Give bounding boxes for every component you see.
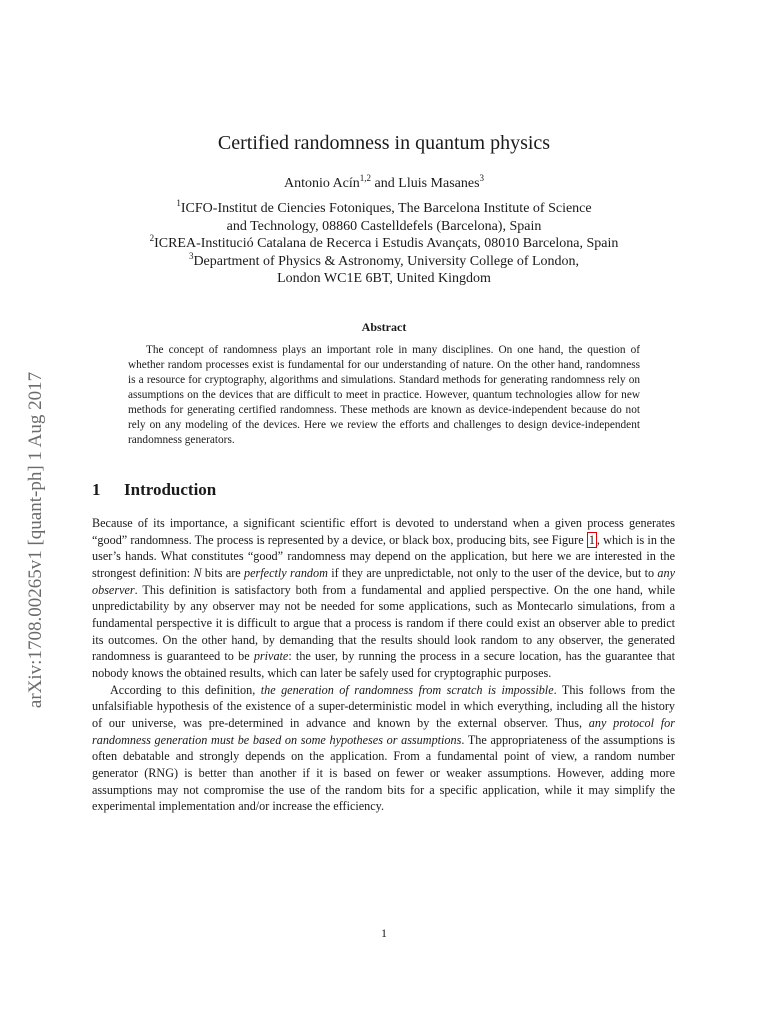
- affiliation-text: Department of Physics & Astronomy, University College of London,: [193, 253, 580, 269]
- author-name: Lluis Masanes: [398, 176, 480, 191]
- affiliation-line: [0, 270, 768, 288]
- emphasis: the generation of randomness from scratch is impossible: [260, 682, 554, 697]
- paper-title: Certified randomness in quantum physics: [217, 132, 551, 154]
- emphasis: any protocol for randomness generation must be based on some hypotheses or assumptions: [92, 715, 675, 747]
- abstract-heading: Abstract: [361, 320, 407, 334]
- abstract-text: The concept of randomness plays an important role in many disciplines. On one hand, the question of whether random processes exist is fundamental for our understanding of nature. On the other hand, randomness is a resource for cryptography, algorithms and simulations. Standard methods for generating randomness rely on assumptions on the devices that are difficult to meet in practice. However, quantum technologies allow for new methods for generating certified randomness. These methods are known as device-independent because do not rely on any modeling of the devices. Here we review the efforts and challenges to design device-independent randomness generators.: [128, 344, 640, 446]
- emphasis: private: [253, 649, 289, 664]
- arxiv-identifier-stamp: arXiv:1708.00265v1 [quant-ph] 1 Aug 2017: [25, 371, 46, 709]
- affiliation-marker: 3: [188, 250, 194, 261]
- affiliation-line: [0, 218, 768, 236]
- author-affiliation-marker: 3: [479, 173, 485, 183]
- affiliation-text: ICFO-Institut de Ciencies Fotoniques, The Barcelona Institute of Science: [180, 201, 592, 216]
- body-text: [92, 515, 675, 815]
- math-variable: N: [193, 565, 202, 580]
- affiliation-marker: 1: [176, 198, 181, 208]
- affiliation-line: [0, 200, 768, 218]
- page-number: 1: [381, 926, 387, 940]
- author-conjunction: and: [371, 176, 399, 191]
- section-number: 1: [92, 480, 101, 499]
- emphasis: perfectly random: [244, 565, 328, 580]
- author-affiliation-marker: 1,2: [359, 173, 372, 183]
- affiliation-line: [0, 250, 768, 271]
- section-title: Introduction: [124, 480, 217, 499]
- affiliation-marker: 2: [149, 233, 155, 243]
- paragraph: According to this definition, the generation of randomness from scratch is impossible. This follows from the unfalsifiable hypothesis of the existence of a super-deterministic model in which everything, including all the history of our universe, was pre-determined in advance and known by the external observer. Thus, any protocol for randomness generation must be based on some hypotheses or assumptions. The appropriateness of the assumptions is often debatable and strongly depends on the application. From a fundamental point of view, a random number generator (RNG) is better than another if it is based on fewer or weaker assumptions. However, adding more assumptions may not compromise the use of the random bits for a specific application, while it may simplify the experimental implementation and/or increase the efficiency.: [92, 682, 676, 814]
- author-line: [0, 173, 768, 192]
- affiliations-block: [0, 200, 768, 288]
- affiliation-text: ICREA-Institució Catalana de Recerca i Estudis Avançats, 08010 Barcelona, Spain: [154, 236, 619, 251]
- author-name: Antonio Acín: [283, 176, 360, 191]
- section-heading: [92, 480, 216, 500]
- affiliation-text: and Technology, 08860 Castelldefels (Barcelona), Spain: [226, 218, 542, 234]
- paragraph: Because of its importance, a significant scientific effort is devoted to understand when a given process generates “good” randomness. The process is represented by a device, or black box, producing bits, see Figure 1 , which is in the user’s hands. What constitutes “good” randomness may depend on the application, but here we are interested in the strongest definition: N bits are perfectly random if they are unpredictable, not only to the user of the device, but to any observer. This definition is satisfactory both from a fundamental and applied perspective. On the one hand, while unpredictability by any observer may not be needed for some applications, such as Montecarlo simulations, from a fundamental perspective it is difficult to argue that a process is random if there could exist an observer able to predict its outcomes. On the other hand, by demanding that the results should look random to any observer, the generated randomness is guaranteed to be private: the user, by running the process in a secure location, has the guarantee that nobody knows the obtained results, which can later be safely used for cryptographic purposes.: [92, 516, 675, 680]
- figure-reference-link[interactable]: 1: [588, 532, 595, 547]
- affiliation-line: [0, 235, 768, 253]
- affiliation-text: London WC1E 6BT, United Kingdom: [277, 271, 491, 286]
- emphasis: any observer: [92, 565, 675, 597]
